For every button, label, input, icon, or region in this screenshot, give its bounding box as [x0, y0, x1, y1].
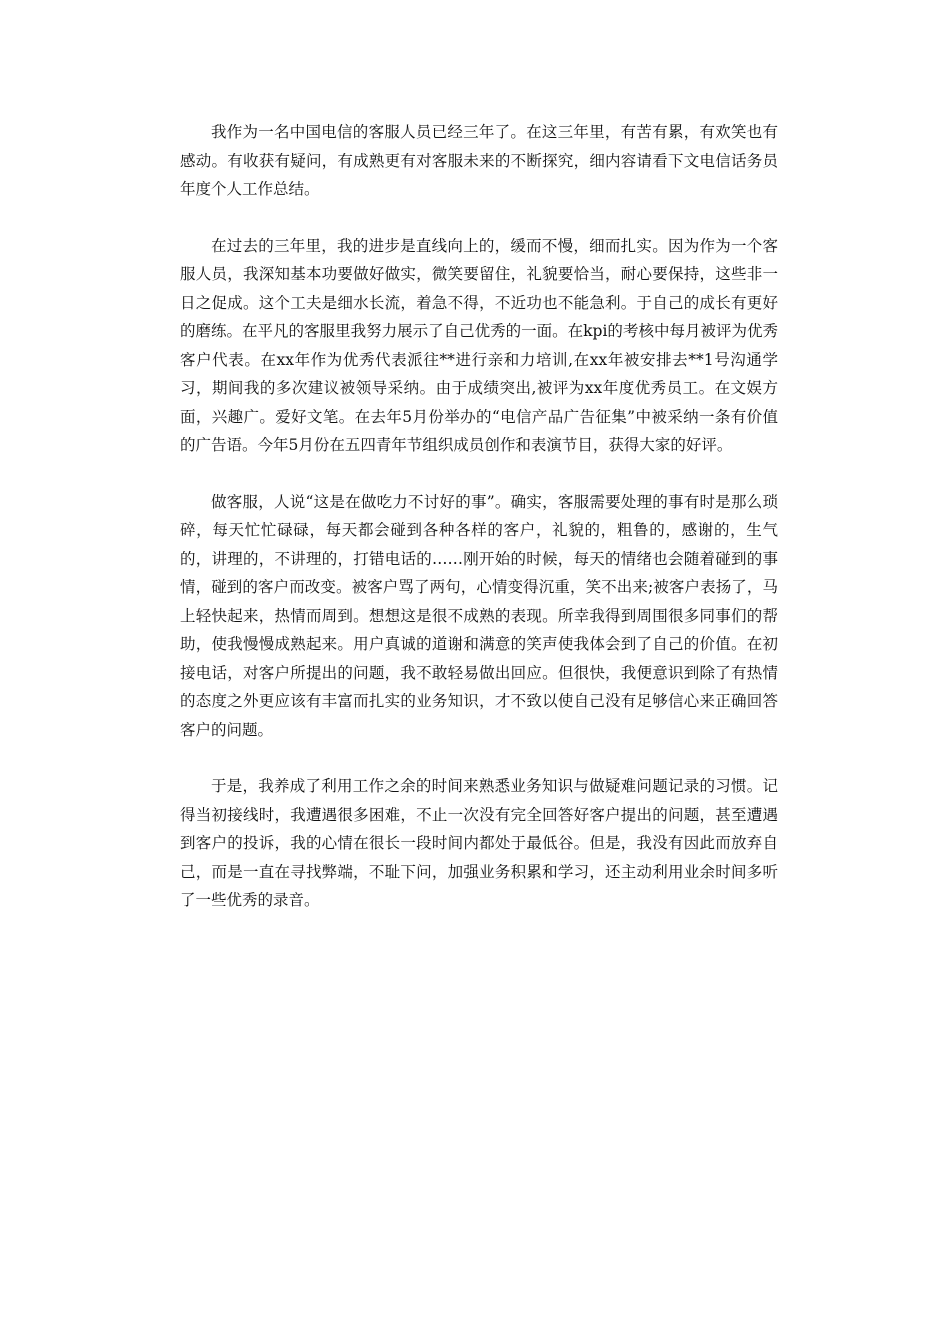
paragraph-4: 于是，我养成了利用工作之余的时间来熟悉业务知识与做疑难问题记录的习惯。记得当初接线时，我遭遇很多困难，不止一次没有完全回答好客户提出的问题，甚至遭遇到客户的投诉，我的心情在很长一段时间内都处于最低谷。但是，我没有因此而放弃自己，而是一直在寻找弊端，不耻下问，加强业务积累和学习，还主动利用业余时间多听了一些优秀的录音。	[180, 777, 778, 909]
paragraph-2: 在过去的三年里，我的进步是直线向上的，缓而不慢，细而扎实。因为作为一个客服人员，我深知基本功要做好做实，微笑要留住，礼貌要恰当，耐心要保持，这些非一日之促成。这个工夫是细水长流，着急不得，不近功也不能急利。于自己的成长有更好的磨练。在平凡的客服里我努力展示了自己优秀的一面。在kpi的考核中每月被评为优秀客户代表。在xx年作为优秀代表派往**进行亲和力培训,在xx年被安排去**1号沟通学习，期间我的多次建议被领导采纳。由于成绩突出,被评为xx年度优秀员工。在文娱方面，兴趣广。爱好文笔。在去年5月份举办的“电信产品广告征集”中被采纳一条有价值的广告语。今年5月份在五四青年节组织成员创作和表演节目，获得大家的好评。	[180, 236, 778, 454]
document-body	[180, 118, 778, 943]
paragraph-1: 我作为一名中国电信的客服人员已经三年了。在这三年里，有苦有累，有欢笑也有感动。有收获有疑问，有成熟更有对客服未来的不断探究，细内容请看下文电信话务员年度个人工作总结。	[180, 123, 778, 198]
paragraph-3: 做客服，人说“这是在做吃力不讨好的事”。确实，客服需要处理的事有时是那么琐碎，每天忙忙碌碌，每天都会碰到各种各样的客户，礼貌的，粗鲁的，感谢的，生气的，讲理的，不讲理的，打错电话的……刚开始的时候，每天的情绪也会随着碰到的事情，碰到的客户而改变。被客户骂了两句，心情变得沉重，笑不出来;被客户表扬了，马上轻快起来，热情而周到。想想这是很不成熟的表现。所幸我得到周围很多同事们的帮助，使我慢慢成熟起来。用户真诚的道谢和满意的笑声使我体会到了自己的价值。在初接电话，对客户所提出的问题，我不敢轻易做出回应。但很快，我便意识到除了有热情的态度之外更应该有丰富而扎实的业务知识，才不致以使自己没有足够信心来正确回答客户的问题。	[180, 492, 778, 739]
